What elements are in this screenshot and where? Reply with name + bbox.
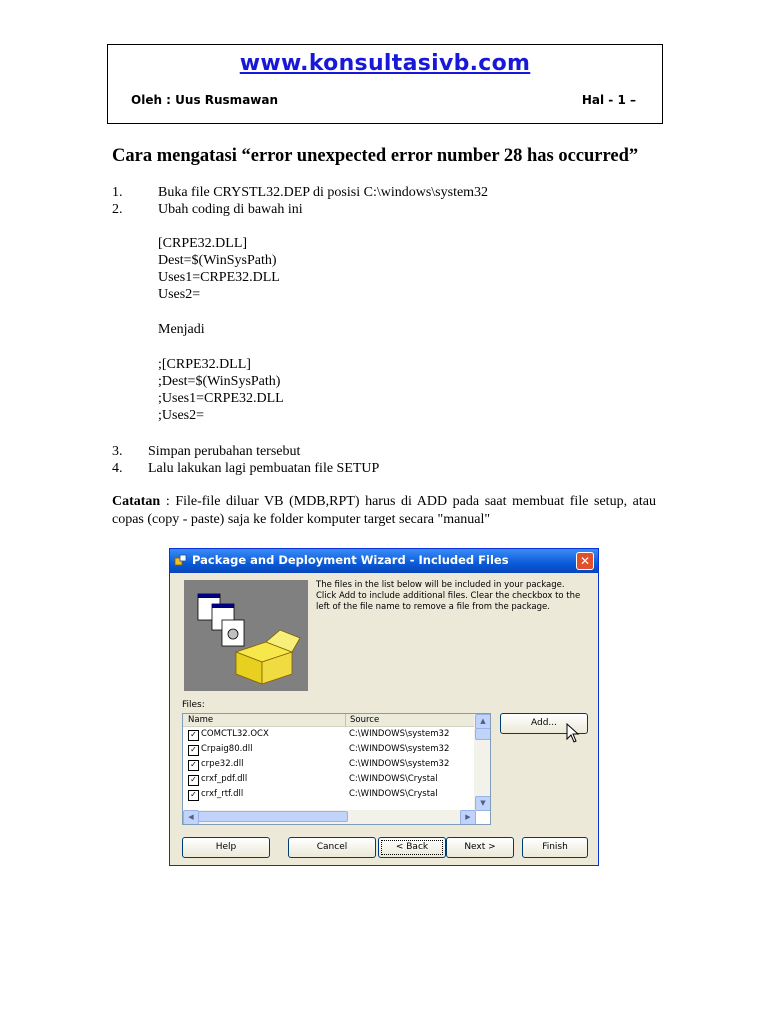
finish-button[interactable] <box>522 837 588 858</box>
wizard-dialog <box>169 548 599 866</box>
code-line: ;Uses2= <box>158 408 205 423</box>
checkbox[interactable]: ✓ <box>188 775 199 786</box>
back-button-label: < Back <box>395 842 429 852</box>
dialog-title: Package and Deployment Wizard - Included Files <box>192 553 509 567</box>
back-button[interactable] <box>378 837 446 858</box>
help-button-label: Help <box>215 842 237 852</box>
site-link[interactable]: www.konsultasivb.com <box>239 51 531 76</box>
step-text: Ubah coding di bawah ini <box>158 202 303 217</box>
code-line: Uses1=CRPE32.DLL <box>158 270 280 285</box>
code-line: Uses2= <box>158 287 201 302</box>
code-line: Dest=$(WinSysPath) <box>158 253 277 268</box>
checkbox[interactable]: ✓ <box>188 790 199 801</box>
page-header <box>107 44 663 124</box>
mouse-pointer-icon <box>566 723 580 743</box>
step-number: 2. <box>112 202 123 217</box>
article-title: Cara mengatasi “error unexpected error number 28 has occurred” <box>112 146 639 166</box>
file-name: crxf_pdf.dll <box>201 774 248 784</box>
note-text: : File-file diluar VB (MDB,RPT) harus di ADD pada saat membuat file setup, atau copas (copy - paste) saja ke folder komputer target secara "manual" <box>112 494 656 527</box>
cancel-button-label: Cancel <box>316 842 348 852</box>
file-name: COMCTL32.OCX <box>201 729 269 739</box>
list-item[interactable] <box>183 787 476 802</box>
scroll-right-icon[interactable]: ▶ <box>460 810 476 825</box>
horizontal-scrollbar[interactable] <box>183 810 476 824</box>
setup-app-icon <box>174 553 188 567</box>
step-number: 3. <box>112 444 123 459</box>
file-name: crpe32.dll <box>201 759 244 769</box>
finish-button-label: Finish <box>542 842 568 852</box>
add-button-label: Add... <box>530 718 557 728</box>
package-illustration-icon <box>184 580 308 691</box>
list-item[interactable] <box>183 742 476 757</box>
step-number: 1. <box>112 185 123 200</box>
next-button[interactable] <box>446 837 514 858</box>
scroll-down-icon[interactable]: ▼ <box>475 796 491 811</box>
checkbox[interactable]: ✓ <box>188 730 199 741</box>
next-button-label: Next > <box>464 842 496 852</box>
file-name: Crpaig80.dll <box>201 744 253 754</box>
file-source: C:\WINDOWS\system32 <box>349 729 450 739</box>
file-source: C:\WINDOWS\system32 <box>349 759 450 769</box>
column-header-source[interactable]: Source <box>346 714 476 727</box>
page-number: Hal - 1 – <box>581 93 636 107</box>
menjadi-label: Menjadi <box>158 322 205 337</box>
list-item[interactable] <box>183 727 476 742</box>
author-line: Oleh : Uus Rusmawan <box>131 93 279 107</box>
note-label: Catatan <box>112 494 161 509</box>
scroll-thumb[interactable] <box>198 811 348 822</box>
code-line: ;Dest=$(WinSysPath) <box>158 374 281 389</box>
list-item[interactable] <box>183 757 476 772</box>
help-button[interactable] <box>182 837 270 858</box>
code-line: [CRPE32.DLL] <box>158 236 248 251</box>
file-name: crxf_rtf.dll <box>201 789 244 799</box>
code-line: ;Uses1=CRPE32.DLL <box>158 391 284 406</box>
close-icon[interactable]: ✕ <box>576 552 594 570</box>
dialog-titlebar[interactable] <box>170 549 598 573</box>
column-header-name[interactable]: Name <box>183 714 346 727</box>
files-label: Files: <box>182 700 205 710</box>
step-text: Simpan perubahan tersebut <box>148 444 301 459</box>
step-text: Buka file CRYSTL32.DEP di posisi C:\windows\system32 <box>158 185 489 200</box>
step-text: Lalu lakukan lagi pembuatan file SETUP <box>148 461 380 476</box>
files-listview[interactable] <box>182 713 491 825</box>
list-item[interactable] <box>183 772 476 787</box>
code-line: ;[CRPE32.DLL] <box>158 357 251 372</box>
cancel-button[interactable] <box>288 837 376 858</box>
checkbox[interactable]: ✓ <box>188 760 199 771</box>
file-source: C:\WINDOWS\system32 <box>349 744 450 754</box>
checkbox[interactable]: ✓ <box>188 745 199 756</box>
vertical-scrollbar[interactable] <box>474 714 490 810</box>
file-source: C:\WINDOWS\Crystal <box>349 789 438 799</box>
scroll-up-icon[interactable]: ▲ <box>475 714 491 729</box>
scroll-left-icon[interactable]: ◀ <box>183 810 199 825</box>
file-source: C:\WINDOWS\Crystal <box>349 774 438 784</box>
dialog-description: The files in the list below will be included in your package. Click Add to include additional files. Clear the checkbox to the left of the file name to remove a file from the package. <box>316 580 581 612</box>
note-paragraph <box>112 493 656 529</box>
scroll-thumb[interactable] <box>475 728 491 740</box>
step-number: 4. <box>112 461 123 476</box>
